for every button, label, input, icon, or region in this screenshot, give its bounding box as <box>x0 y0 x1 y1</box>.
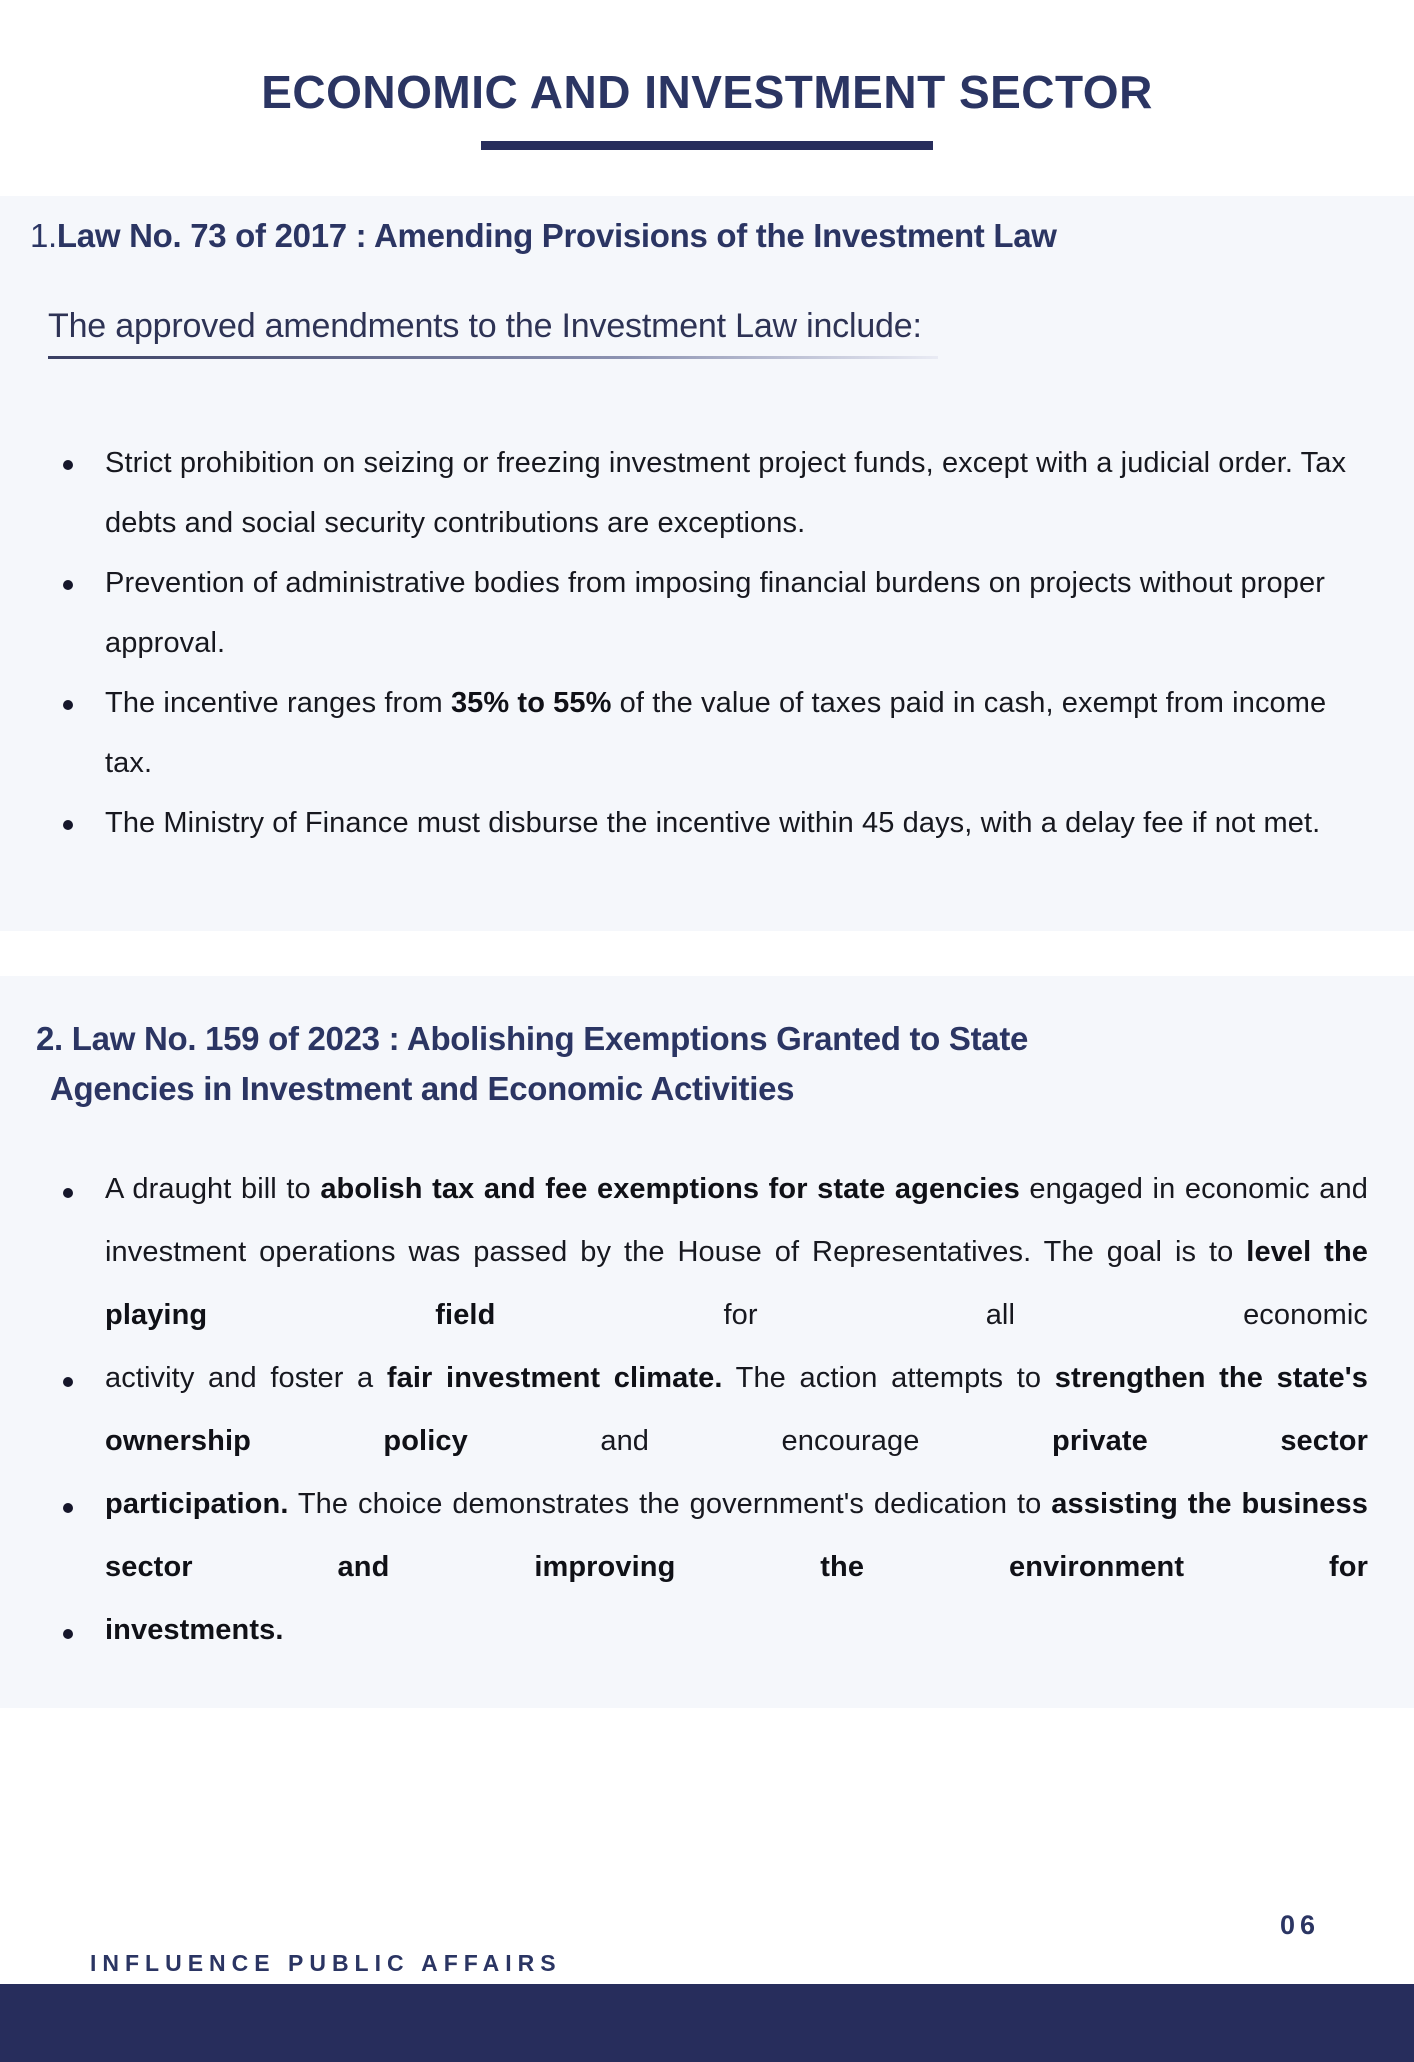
section-1-bullet-list <box>30 433 1368 853</box>
amendments-intro-text: The approved amendments to the Investment Law include: <box>48 302 938 359</box>
section-1-number: 1. <box>30 217 57 254</box>
list-item: investments. <box>36 1599 1368 1662</box>
section-1-panel <box>0 196 1414 931</box>
section-2-heading-line-1: 2. Law No. 159 of 2023 : Abolishing Exemptions Granted to State <box>36 1020 1029 1057</box>
title-underline-divider <box>481 141 933 150</box>
list-item: Strict prohibition on seizing or freezing investment project funds, except with a judicial order. Tax debts and social security contributions are exceptions. <box>30 433 1368 553</box>
section-2-heading-line-2: Agencies in Investment and Economic Activities <box>50 1070 795 1107</box>
list-item: The incentive ranges from 35% to 55% of the value of taxes paid in cash, exempt from income tax. <box>30 673 1368 793</box>
amendments-intro <box>48 302 1368 359</box>
list-item: activity and foster a fair investment climate. The action attempts to strengthen the state's ownership policy and encourage private sector <box>36 1347 1368 1473</box>
section-1-title: Law No. 73 of 2017 : Amending Provisions of the Investment Law <box>56 217 1057 254</box>
list-item: A draught bill to abolish tax and fee exemptions for state agencies engaged in economic and investment operations was passed by the House of Representatives. The goal is to level the playing field for all economic <box>36 1158 1368 1347</box>
list-item: participation. The choice demonstrates the government's dedication to assisting the business sector and improving the environment for <box>36 1473 1368 1599</box>
list-item: Prevention of administrative bodies from imposing financial burdens on projects without proper approval. <box>30 553 1368 673</box>
section-2-bullet-list <box>36 1158 1368 1662</box>
section-1-heading <box>30 214 1368 258</box>
list-item: The Ministry of Finance must disburse the incentive within 45 days, with a delay fee if not met. <box>30 793 1368 853</box>
footer-brand: INFLUENCE PUBLIC AFFAIRS <box>90 1950 562 1976</box>
section-2-panel <box>0 976 1414 1708</box>
page-header <box>0 62 1414 150</box>
page-number: 06 <box>1279 1910 1320 1940</box>
page-title: ECONOMIC AND INVESTMENT SECTOR <box>261 66 1153 118</box>
footer-bar <box>0 1984 1414 2062</box>
section-2-heading <box>36 1014 1368 1114</box>
